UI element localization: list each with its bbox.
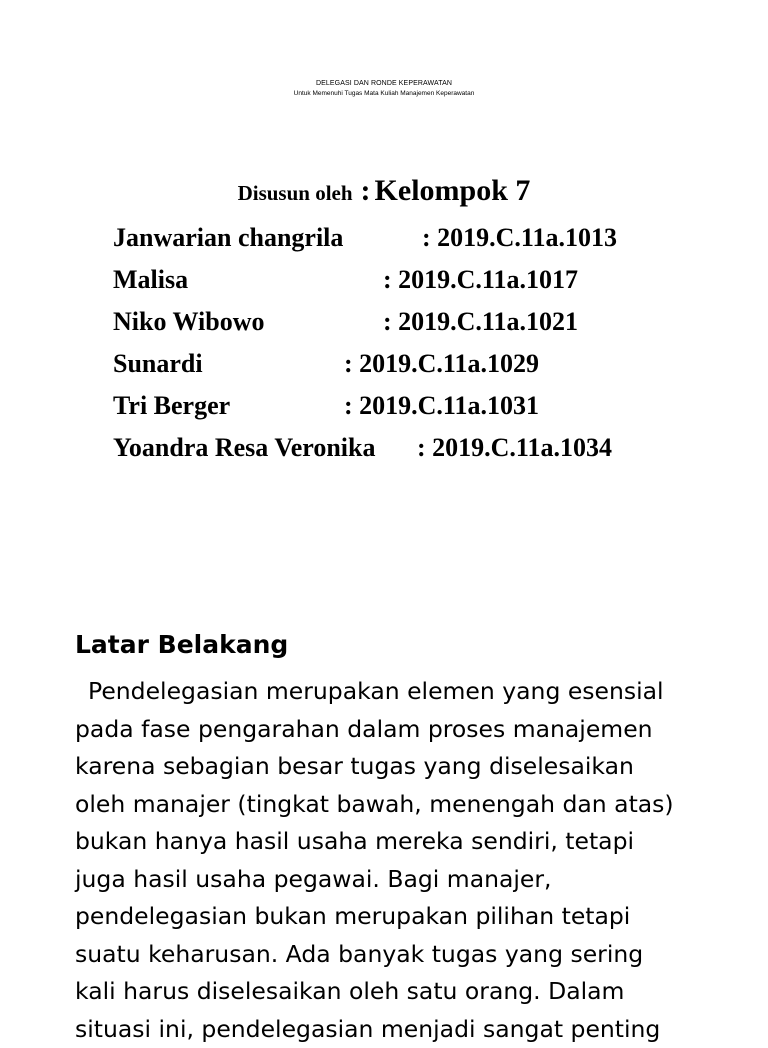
author-label: Disusun oleh: [238, 181, 353, 205]
member-name: Malisa: [113, 262, 188, 298]
body-line: pendelegasian bukan merupakan pilihan tetapi: [75, 898, 755, 936]
member-id: : 2019.C.11a.1031: [344, 388, 539, 424]
author-line: [0, 174, 768, 208]
body-line: pada fase pengarahan dalam proses manajemen: [75, 711, 755, 749]
member-name: Janwarian changrila: [113, 220, 343, 256]
member-id: : 2019.C.11a.1034: [417, 430, 612, 466]
document-title: DELEGASI DAN RONDE KEPERAWATAN: [0, 80, 768, 88]
body-line: juga hasil usaha pegawai. Bagi manajer,: [75, 861, 755, 899]
body-line: kali harus diselesaikan oleh satu orang. Dalam: [75, 973, 755, 1011]
body-line: oleh manajer (tingkat bawah, menengah dan atas): [75, 786, 755, 824]
member-name: Sunardi: [113, 346, 203, 382]
body-line: suatu keharusan. Ada banyak tugas yang sering: [75, 936, 755, 974]
section-body: [75, 673, 755, 1048]
member-id: : 2019.C.11a.1021: [383, 304, 578, 340]
body-line: bukan hanya hasil usaha mereka sendiri, tetapi: [75, 823, 755, 861]
section-heading: Latar Belakang: [75, 626, 288, 664]
document-subtitle: Untuk Memenuhi Tugas Mata Kuliah Manajemen Keperawatan: [0, 90, 768, 98]
member-name: Yoandra Resa Veronika: [113, 430, 375, 466]
member-name: Niko Wibowo: [113, 304, 264, 340]
body-line: situasi ini, pendelegasian menjadi sangat penting: [75, 1011, 755, 1048]
member-name: Tri Berger: [113, 388, 230, 424]
author-group: Kelompok 7: [375, 174, 531, 207]
member-id: : 2019.C.11a.1017: [383, 262, 578, 298]
member-id: : 2019.C.11a.1029: [344, 346, 539, 382]
member-id: : 2019.C.11a.1013: [422, 220, 617, 256]
body-line: karena sebagian besar tugas yang diselesaikan: [75, 748, 755, 786]
body-line: Pendelegasian merupakan elemen yang esensial: [75, 673, 755, 711]
author-colon: :: [361, 174, 371, 207]
